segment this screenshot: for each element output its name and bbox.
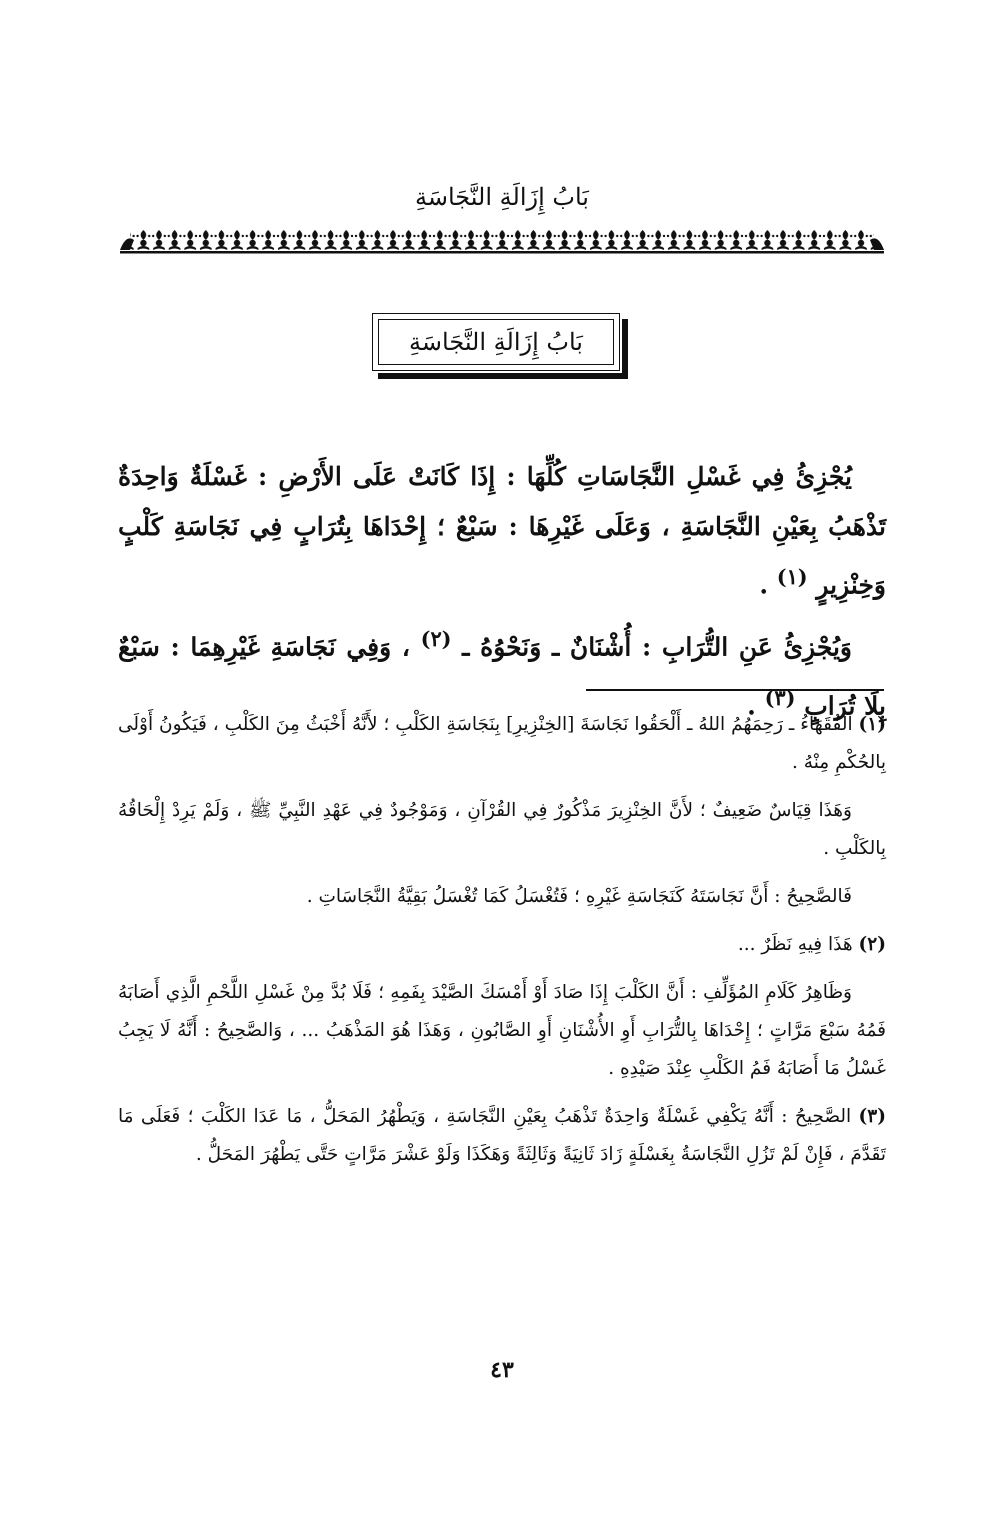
footnote-2-number: (٢) (858, 934, 886, 955)
footnote-2-para-2: وَظَاهِرُ كَلَامِ المُؤَلِّفِ : أَنَّ الكَلْبَ إِذَا صَادَ أَوْ أَمْسَكَ الصَّيْدَ بِفَمِهِ ؛ فَلَا بُدَّ مِنْ غَسْلِ اللَّحْمِ الَّذِي أَصَابَهُ فَمُهُ سَبْعَ مَرَّاتٍ ؛ إِحْدَاهَا بِالتُّرَابِ أَوِ الأُشْنَانِ أَوِ الصَّابُونِ ، وَهَذَا هُوَ المَذْهَبُ ... ، وَالصَّحِيحُ : أَنَّهُ لَا يَجِبُ غَسْلُ مَا أَصَابَهُ فَمُ الكَلْبِ عِنْدَ صَيْدِهِ . (118, 982, 886, 1079)
footnote-3 (118, 1098, 886, 1174)
footnote-1-para-3: فَالصَّحِيحُ : أَنَّ نَجَاسَتَهُ كَنَجَاسَةِ غَيْرِهِ ؛ فَتُغْسَلُ كَمَا تُغْسَلُ بَقِيَّةُ النَّجَاسَاتِ . (306, 886, 852, 907)
footnote-ref-2: (٢) (420, 626, 452, 652)
main-paragraph-2-text-b: ، وَفِي نَجَاسَةِ غَيْرِهِمَا : سَبْعٌ بِلَا تُرَابٍ (118, 632, 886, 720)
footnote-ref-1: (١) (776, 564, 808, 589)
footnotes (118, 706, 886, 1184)
footnote-ref-3: (٣) (764, 684, 796, 710)
ornamental-divider (120, 226, 884, 254)
main-paragraph-1 (118, 452, 886, 610)
chapter-title: بَابُ إِزَالَةِ النَّجَاسَةِ (378, 319, 614, 365)
page-number: ٤٣ (490, 1357, 514, 1383)
main-text (118, 452, 886, 735)
footnote-1-para-2: وَهَذَا قِيَاسٌ ضَعِيفٌ ؛ لأَنَّ الخِنْزِيرَ مَذْكُورٌ فِي القُرْآنِ ، وَمَوْجُودٌ فِي عَهْدِ النَّبِيِّ ﷺ ، وَلَمْ يَرِدْ إِلْحَاقُهُ بِالكَلْبِ . (118, 800, 886, 859)
footnote-2-text: هَذَا فِيهِ نَظَرٌ ... (737, 934, 859, 955)
footnote-3-number: (٣) (858, 1106, 886, 1127)
footnote-2 (118, 926, 886, 964)
footnote-3-text: الصَّحِيحُ : أَنَّهُ يَكْفِي غَسْلَةٌ وَاحِدَةٌ تَذْهَبُ بِعَيْنِ النَّجَاسَةِ ، وَيَطْهُرُ المَحَلُّ ، مَا عَدَا الكَلْبَ ؛ فَعَلَى مَا تَقَدَّمَ ، فَإِنْ لَمْ تَزُلِ النَّجَاسَةُ بِغَسْلَةٍ زَادَ ثَانِيَةً وَثَالِثَةً وَهَكَذَا وَلَوْ عَشْرَ مَرَّاتٍ حَتَّى يَطْهُرَ المَحَلُّ . (118, 1106, 886, 1165)
main-paragraph-2-end: . (747, 690, 765, 720)
chapter-title-box (372, 313, 628, 379)
main-paragraph-1-text: يُجْزِئُ فِي غَسْلِ النَّجَاسَاتِ كُلِّهَا : إِذَا كَانَتْ عَلَى الأَرْضِ : غَسْلَةٌ وَاحِدَةٌ تَذْهَبُ بِعَيْنِ النَّجَاسَةِ ، وَعَلَى غَيْرِهَا : سَبْعٌ ؛ إِحْدَاهَا بِتُرَابٍ فِي نَجَاسَةِ كَلْبٍ وَخِنْزِيرٍ (118, 462, 886, 600)
footnote-1-text: الفُقَهَاءُ ـ رَحِمَهُمُ اللهُ ـ أَلْحَقُوا نَجَاسَةَ [الخِنْزِيرِ] بِنَجَاسَةِ الكَلْبِ ؛ لأَنَّهُ أَخْبَثُ مِنَ الكَلْبِ ، فَيَكُونُ أَوْلَى بِالحُكْمِ مِنْهُ . (118, 714, 886, 773)
main-paragraph-2-text-a: وَيُجْزِئُ عَنِ التُّرَابِ : أُشْنَانٌ ـ وَنَحْوُهُ ـ (462, 632, 852, 662)
footnote-1 (118, 706, 886, 782)
footnote-1-number: (١) (858, 714, 886, 735)
main-paragraph-1-end: . (759, 570, 777, 600)
running-header-title: بَابُ إِزَالَةِ النَّجَاسَةِ (415, 183, 589, 211)
footnote-separator (586, 689, 884, 691)
